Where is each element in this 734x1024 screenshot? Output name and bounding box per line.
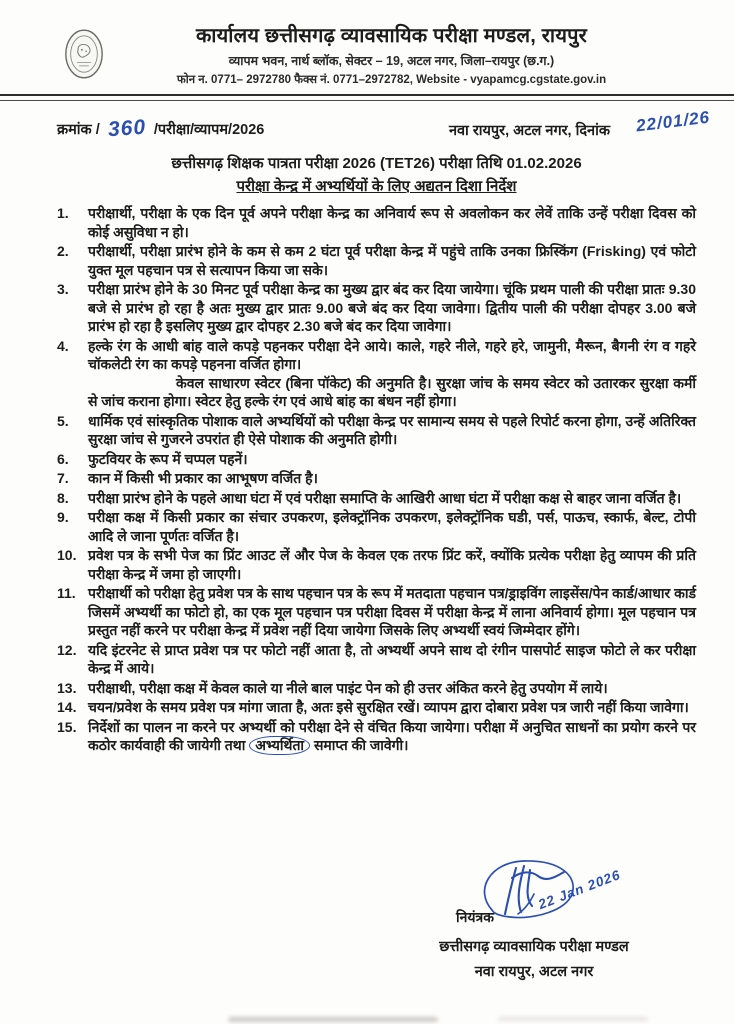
- instruction-item-9: [57, 508, 696, 545]
- instruction-item-1: [57, 204, 696, 241]
- exam-title: छत्तीसगढ़ शिक्षक पात्रता परीक्षा 2026 (TET26) परीक्षा तिथि 01.02.2026: [171, 155, 582, 172]
- handwritten-serial-number: 360: [107, 115, 147, 142]
- item-number: 4.: [57, 337, 69, 354]
- signature-handwritten-date: 22 Jan 2026: [536, 866, 623, 913]
- serial-slash: /: [95, 122, 100, 138]
- item-text: परीक्षा प्रारंभ होने के पहले आधा घंटा में एवं परीक्षा समाप्ति के आखिरी आधा घंटा में परीक्षा कक्ष से बाहर जाना वर्जित है।: [88, 489, 682, 506]
- scan-edge-shadow: [228, 1017, 438, 1022]
- instruction-item-2: [57, 242, 696, 279]
- instruction-list: [57, 204, 696, 755]
- item-text: प्रवेश पत्र के सभी पेज का प्रिंट आउट लें और पेज के केवल एक तरफ प्रिंट करें, क्योंकि प्रत्येक परीक्षा हेतु व्यापम की प्रति परीक्षा केन्द्र में जमा हो जाएगी।: [88, 547, 696, 582]
- item-number: 11.: [57, 585, 76, 601]
- item-number: 9.: [57, 509, 69, 525]
- instruction-item-10: [57, 546, 696, 583]
- item-text: धार्मिक एवं सांस्कृतिक पोशाक वाले अभ्यर्थियों को परीक्षा केन्द्र पर सामान्य समय से पहले रिपोर्ट करना होगा, उन्हें अतिरिक्त सुरक्षा जांच से गुजरने उपरांत ही ऐसे पोशाक की अनुमति होगी।: [88, 412, 696, 447]
- notice-subtitle: परीक्षा केन्द्र में अभ्यर्थियों के लिए अद्यतन दिशा निर्देश: [236, 178, 517, 195]
- signatory-organisation: छत्तीसगढ़ व्यावसायिक परीक्षा मण्डल: [439, 939, 629, 955]
- org-phone-website: फोन न. 0771– 2972780 फैक्स नं. 0771–2972782, Website - vyapamcg.cgstate.gov.in: [176, 74, 607, 86]
- item-text: यदि इंटरनेट से प्राप्त प्रवेश पत्र पर फोटो नहीं आता है, तो अभ्यर्थी अपने साथ दो रंगीन पासपोर्ट साइज फोटो ले कर परीक्षा केन्द्र में आये।: [88, 641, 696, 676]
- instruction-item-15: [57, 718, 696, 755]
- place-date-label: नवा रायपुर, अटल नगर, दिनांक: [448, 123, 610, 139]
- item-number: 7.: [57, 470, 69, 486]
- item-number: 15.: [57, 718, 77, 735]
- item-text: परीक्षाथी, परीक्षा कक्ष में केवल काले या नीले बाल पाइंट पेन को ही उत्तर अंकित करने हेतु उपयोग में लाये।: [88, 679, 608, 696]
- item-number: 5.: [57, 412, 69, 429]
- item-number: 1.: [57, 205, 69, 221]
- notice-title-block: [57, 153, 696, 196]
- instruction-item-12: [57, 641, 696, 678]
- item-number: 14.: [57, 699, 77, 715]
- item-text: परीक्षार्थी को परीक्षा हेतु प्रवेश पत्र के साथ पहचान पत्र के रूप में मतदाता पहचान पत्र/ड्राइविंग लाइसेंस/पेन कार्ड/आधार कार्ड जिसमें अभ्यर्थी का फोटो हो, का एक मूल पहचान पत्र परीक्षा दिवस में परीक्षा केन्द्र में लाना अनिवार्य होगा। मूल पहचान पत्र प्रस्तुत नहीं करने पर परीक्षा केन्द्र में प्रवेश नहीं दिया जायेगा जिसके लिए अभ्यर्थी स्वयं जिम्मेदार होंगे।: [88, 585, 696, 638]
- ink-circled-word: अभ्यर्थिता: [249, 736, 310, 755]
- vyapam-seal-icon: [63, 26, 105, 82]
- item-text-after: समाप्त की जावेगी।: [310, 737, 409, 753]
- instruction-item-4: [57, 337, 696, 411]
- item-text: परीक्षार्थी, परीक्षा के एक दिन पूर्व अपने परीक्षा केन्द्र का अनिवार्य रूप से अवलोकन कर लेवें ताकि उन्हें परीक्षा दिवस को कोई असुविधा न हो।: [88, 205, 696, 240]
- serial-number-line: [57, 116, 264, 140]
- item-number: 6.: [57, 450, 69, 467]
- signatory-place: नवा रायपुर, अटल नगर: [474, 964, 594, 980]
- serial-date-row: [57, 107, 711, 142]
- item-text: कान में किसी भी प्रकार का आभूषण वर्जित है।: [88, 470, 318, 486]
- instruction-item-5: [57, 412, 696, 449]
- item-number: 10.: [57, 547, 77, 563]
- item-text: [88, 718, 696, 755]
- instruction-item-8: [57, 489, 696, 508]
- instruction-item-11: [57, 584, 696, 640]
- item-text: परीक्षार्थी, परीक्षा प्रारंभ होने के कम से कम 2 घंटा पूर्व परीक्षा केन्द्र में पहुंचे ताकि उनका फ्रिस्किंग (Frisking) एवं फोटो युक्त मूल पहचान पत्र से सत्यापन किया जा सके।: [88, 243, 696, 278]
- org-address: व्यापम भवन, नार्थ ब्लॉक, सेक्टर – 19, अटल नगर, जिला–रायपुर (छ.ग.): [228, 54, 555, 68]
- instruction-item-3: [57, 280, 696, 336]
- instruction-item-7: [57, 469, 696, 488]
- instruction-item-6: [57, 450, 696, 469]
- item-number: 12.: [57, 641, 77, 658]
- item-number: 2.: [57, 243, 69, 259]
- handwritten-date: 22/01/26: [634, 107, 711, 136]
- item-text: परीक्षा कक्ष में किसी प्रकार का संचार उपकरण, इलेक्ट्रॉनिक उपकरण, इलेक्ट्रॉनिक घडी, पर्स, पाऊच, स्कार्फ, बेल्ट, टोपी आदि ले जाना पूर्णतः वर्जित है।: [88, 509, 696, 544]
- serial-suffix: /परीक्षा/व्यापम/2026: [153, 122, 265, 138]
- instruction-item-14: [57, 698, 696, 717]
- serial-label: क्रमांक: [57, 122, 92, 138]
- item-paragraph-1: हल्के रंग के आधी बांह वाले कपड़े पहनकर परीक्षा देने आये। काले, गहरे नीले, गहरे हरे, जामुनी, मैरून, बैगनी रंग व गहरे चॉकलेटी रंग का कपड़े पहनना वर्जित होगा।: [88, 337, 696, 372]
- item-text-before: निर्देशों का पालन ना करने पर अभ्यर्थी को परीक्षा देने से वंचित किया जायेगा। परीक्षा में अनुचित साधनों का प्रयोग करने पर कठोर कार्यवाही की जायेगी तथा: [88, 718, 696, 753]
- place-date-line: [448, 107, 711, 140]
- item-number: 13.: [57, 679, 77, 696]
- item-number: 8.: [57, 489, 69, 506]
- signatory-designation: नियंत्रक: [456, 909, 494, 925]
- letterhead: [57, 24, 696, 87]
- item-text: चयन/प्रवेश के समय प्रवेश पत्र मांगा जाता है, अतः इसे सुरक्षित रखें। व्यापम द्वारा दोबारा प्रवेश पत्र जारी नहीं किया जावेगा।: [88, 699, 689, 715]
- header-divider: [0, 94, 734, 101]
- signature-block: [364, 852, 704, 981]
- item-text: [88, 337, 696, 411]
- scan-edge-shadow-light: [498, 1017, 648, 1021]
- item-text: परीक्षा प्रारंभ होने के 30 मिनट पूर्व परीक्षा केन्द्र का मुख्य द्वार बंद कर दिया जायेगा। चूंकि प्रथम पाली की परीक्षा प्रातः 9.30 बजे से प्रारंभ हो रहा है अतः मुख्य द्वार प्रातः 9.00 बजे बंद कर दिया जावेगा। द्वितीय पाली की परीक्षा दोपहर 3.00 बजे प्रारंभ हो रहा है इसलिए मुख्य द्वार दोपहर 2.30 बजे बंद कर दिया जावेगा।: [88, 281, 696, 334]
- item-number: 3.: [57, 281, 69, 297]
- instruction-item-13: [57, 679, 696, 698]
- item-paragraph-2: केवल साधारण स्वेटर (बिना पॉकेट) की अनुमति है। सुरक्षा जांच के समय स्वेटर को उतारकर सुरक्षा कर्मी से जांच कराना होगा। स्वेटर हेतु हल्के रंग एवं आधे बांह का बंधन नहीं होगा।: [88, 374, 696, 409]
- item-text: फुटवियर के रूप में चप्पल पहनें।: [88, 450, 248, 467]
- org-name: कार्यालय छत्तीसगढ़ व्यावसायिक परीक्षा मण्डल, रायपुर: [195, 25, 588, 47]
